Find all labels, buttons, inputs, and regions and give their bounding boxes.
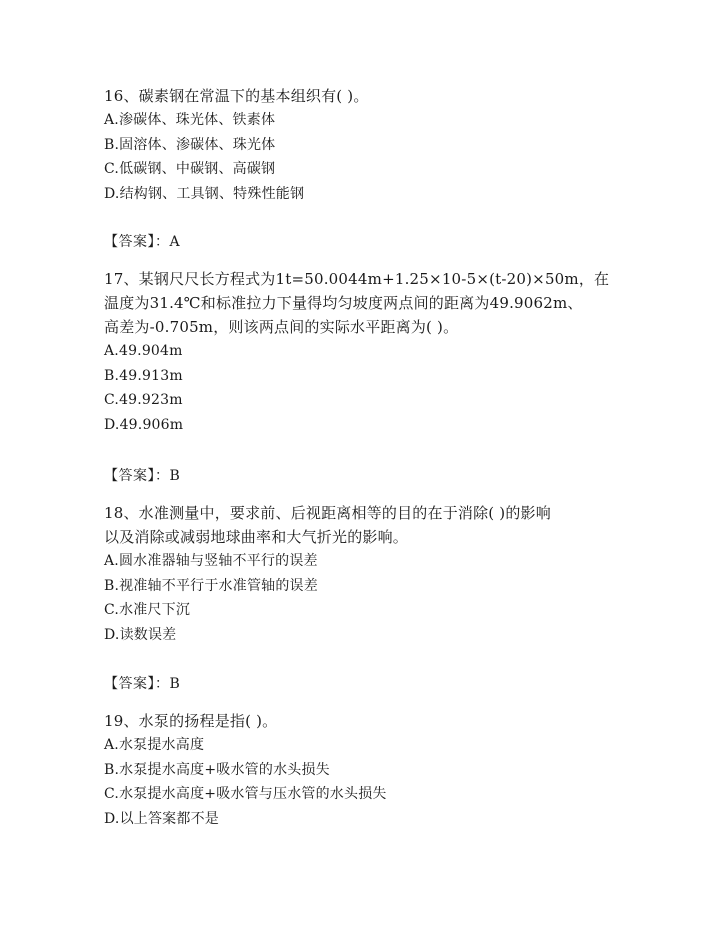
option-b: B.水泵提水高度+吸水管的水头损失 (104, 761, 330, 778)
question-stem-line-1: 17、某钢尺尺长方程式为1t=50.0044m+1.25×10-5×(t-20)×50m，在 (104, 270, 610, 288)
question-18 (104, 501, 624, 647)
answer-16: 【答案】：A (104, 234, 181, 250)
option-d: D.49.906m (104, 416, 184, 433)
option-c: C.低碳钢、中碳钢、高碳钢 (104, 161, 276, 177)
option-b: B.固溶体、渗碳体、珠光体 (104, 136, 276, 153)
question-17 (104, 267, 624, 437)
question-16 (104, 84, 624, 206)
option-a: A.49.904m (104, 343, 183, 359)
answer-18: 【答案】：B (104, 676, 181, 692)
option-a: A.圆水准器轴与竖轴不平行的误差 (104, 553, 318, 569)
option-b: B.49.913m (104, 367, 183, 384)
question-stem-line-3: 高差为-0.705m，则该两点间的实际水平距离为( )。 (104, 318, 459, 336)
option-a: A.渗碳体、珠光体、铁素体 (104, 112, 276, 128)
question-19 (104, 709, 624, 831)
question-stem: 19、水泵的扬程是指( )。 (104, 712, 278, 730)
question-stem: 16、碳素钢在常温下的基本组织有( )。 (104, 87, 369, 105)
question-stem-line-1: 18、水准测量中，要求前、后视距离相等的目的在于消除( )的影响 (104, 504, 551, 522)
option-c: C.水准尺下沉 (104, 602, 191, 618)
question-stem-line-2: 温度为31.4℃和标准拉力下量得均匀坡度两点间的距离为49.9062m、 (104, 294, 583, 312)
question-stem-line-2: 以及消除或减弱地球曲率和大气折光的影响。 (104, 528, 409, 546)
option-d: D.结构钢、工具钢、特殊性能钢 (104, 185, 305, 202)
answer-17: 【答案】：B (104, 468, 181, 484)
option-b: B.视准轴不平行于水准管轴的误差 (104, 577, 318, 594)
option-c: C.水泵提水高度+吸水管与压水管的水头损失 (104, 786, 387, 802)
option-d: D.以上答案都不是 (104, 810, 219, 827)
option-d: D.读数误差 (104, 626, 177, 643)
option-a: A.水泵提水高度 (104, 737, 205, 753)
option-c: C.49.923m (104, 392, 183, 408)
